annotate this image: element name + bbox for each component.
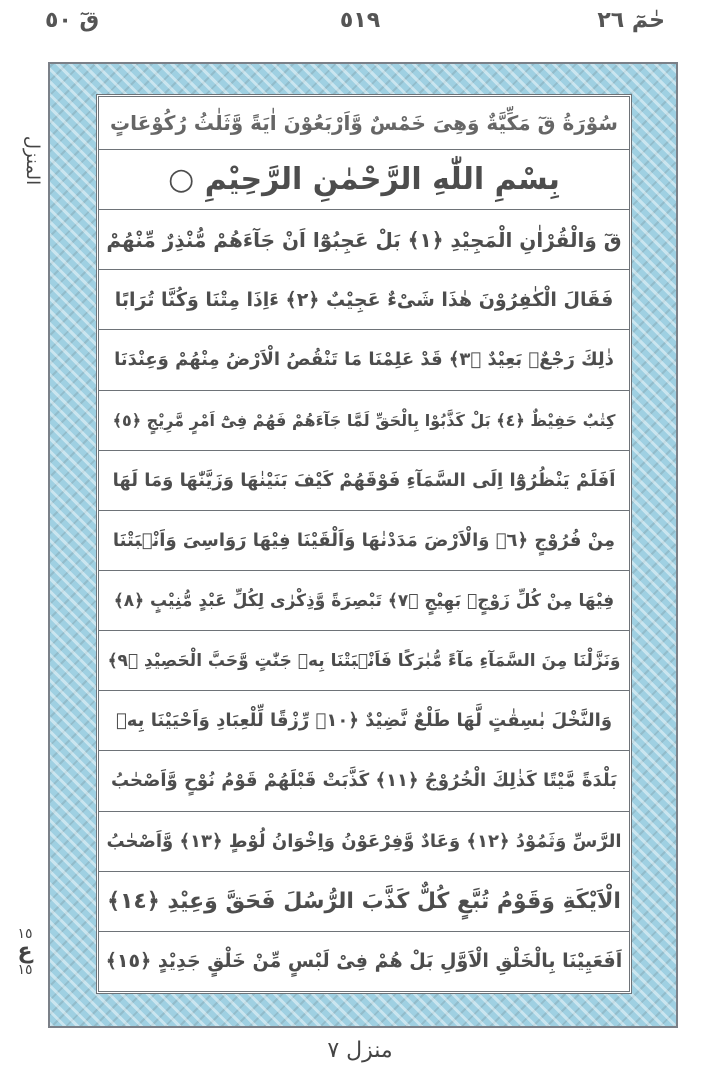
verse-line [99,932,629,991]
ruku-ain: ع [17,939,33,964]
verse-line [99,330,629,390]
verse-line [99,210,629,270]
verse-line [99,511,629,571]
verse-line [99,872,629,932]
verse-text: كِتٰبٌ حَفِيْظٌ ﴿٤﴾ بَلْ كَذَّبُوْا بِالْحَقِّ لَمَّا جَآءَهُمْ فَهُمْ فِیْٓ اَمْرٍ مَّرِيْجٍ ﴿٥﴾ [112,410,616,430]
verse-line [99,451,629,511]
verse-text: مِنْ فُرُوْجٍ ﴿٦﴾ وَالْاَرْضَ مَدَدْنٰهَا وَاَلْقَيْنَا فِيْهَا رَوَاسِیَ وَاَنْۢبَتْنَا [112,529,616,551]
surah-title-row [99,97,629,150]
verse-line [99,691,629,751]
verse-text: وَنَزَّلْنَا مِنَ السَّمَآءِ مَآءً مُّبٰرَكًا فَاَنْۢبَتْنَا بِهٖ جَنّٰتٍ وَّحَبَّ الْحَصِيْدِ ﴿٩﴾ [107,651,621,672]
verse-line [99,270,629,330]
ruku-bottom-number: ١٥ [17,962,33,978]
verse-text: اَفَعَيِيْنَا بِالْخَلْقِ الْاَوَّلِ بَلْ هُمْ فِیْ لَبْسٍ مِّنْ خَلْقٍ جَدِيْدٍ ﴿١٥﴾ [105,950,623,973]
margin-manzil-label: المنزل [22,135,44,186]
verse-text: قٓ وَالْقُرْاٰنِ الْمَجِيْدِ ﴿١﴾ بَلْ عَجِبُوْٓا اَنْ جَآءَهُمْ مُّنْذِرٌ مِّنْهُمْ [106,227,622,252]
surah-label: قٓ ٥٠ [45,8,100,33]
verse-text: فِيْهَا مِنْ كُلِّ زَوْجٍۢ بَهِيْجٍ ﴿٧﴾ تَبْصِرَةً وَّذِكْرٰی لِكُلِّ عَبْدٍ مُّنِيْبٍ ﴿٨﴾ [113,591,615,612]
ruku-marker [10,925,40,979]
verse-text: ذٰلِكَ رَجْعٌۢ بَعِيْدٌ ﴿٣﴾ قَدْ عَلِمْنَا مَا تَنْقُصُ الْاَرْضُ مِنْهُمْ وَعِنْدَنَا [114,349,614,371]
verse-line [99,751,629,811]
verse-text: اَفَلَمْ يَنْظُرُوْٓا اِلَى السَّمَآءِ فَوْقَهُمْ كَيْفَ بَنَيْنٰهَا وَزَيَّنّٰهَا وَمَا لَهَا [112,469,616,491]
verse-text: فَقَالَ الْكٰفِرُوْنَ هٰذَا شَیْءٌ عَجِيْبٌ ﴿٢﴾ ءَاِذَا مِتْنَا وَكُنَّا تُرَابًا [114,288,614,311]
page-number: ٥١٩ [339,8,381,33]
bismillah-row [99,150,629,210]
manzil-footer: منزل ۷ [327,1038,393,1063]
text-panel [96,94,632,994]
verse-text: الرَّسِّ وَثَمُوْدُ ﴿١٢﴾ وَعَادٌ وَّفِرْعَوْنُ وَاِخْوَانُ لُوْطٍ ﴿١٣﴾ وَّاَصْحٰبُ [106,830,622,852]
ornamental-border [48,62,678,1028]
verse-text: بَلْدَةً مَّيْتًا كَذٰلِكَ الْخُرُوْجُ ﴿١١﴾ كَذَّبَتْ قَبْلَهُمْ قَوْمُ نُوْحٍ وَّاَصْحٰبُ [110,770,618,792]
juz-label: حٰمٓ ٢٦ [597,8,665,33]
verse-text: وَالنَّخْلَ بٰسِقٰتٍ لَّهَا طَلْعٌ نَّضِيْدٌ ﴿١٠﴾ رِّزْقًا لِّلْعِبَادِ وَاَحْيَيْنَا بِهٖ [115,710,613,732]
bismillah: بِسْمِ اللّٰهِ الرَّحْمٰنِ الرَّحِيْمِ ○ [168,162,560,198]
verse-line [99,391,629,451]
surah-title: سُوْرَةُ قٓ مَكِّيَّةٌ وَهِیَ خَمْسٌ وَّاَرْبَعُوْنَ اٰيَةً وَّثَلٰثُ رُكُوْعَاتٍ [110,111,618,135]
verse-line [99,812,629,872]
verse-text: الْاَيْكَةِ وَقَوْمُ تُبَّعٍ كُلٌّ كَذَّبَ الرُّسُلَ فَحَقَّ وَعِيْدِ ﴿١٤﴾ [107,888,621,914]
ruku-top-number: ١٥ [17,926,33,942]
verse-line [99,571,629,631]
verse-line [99,631,629,691]
